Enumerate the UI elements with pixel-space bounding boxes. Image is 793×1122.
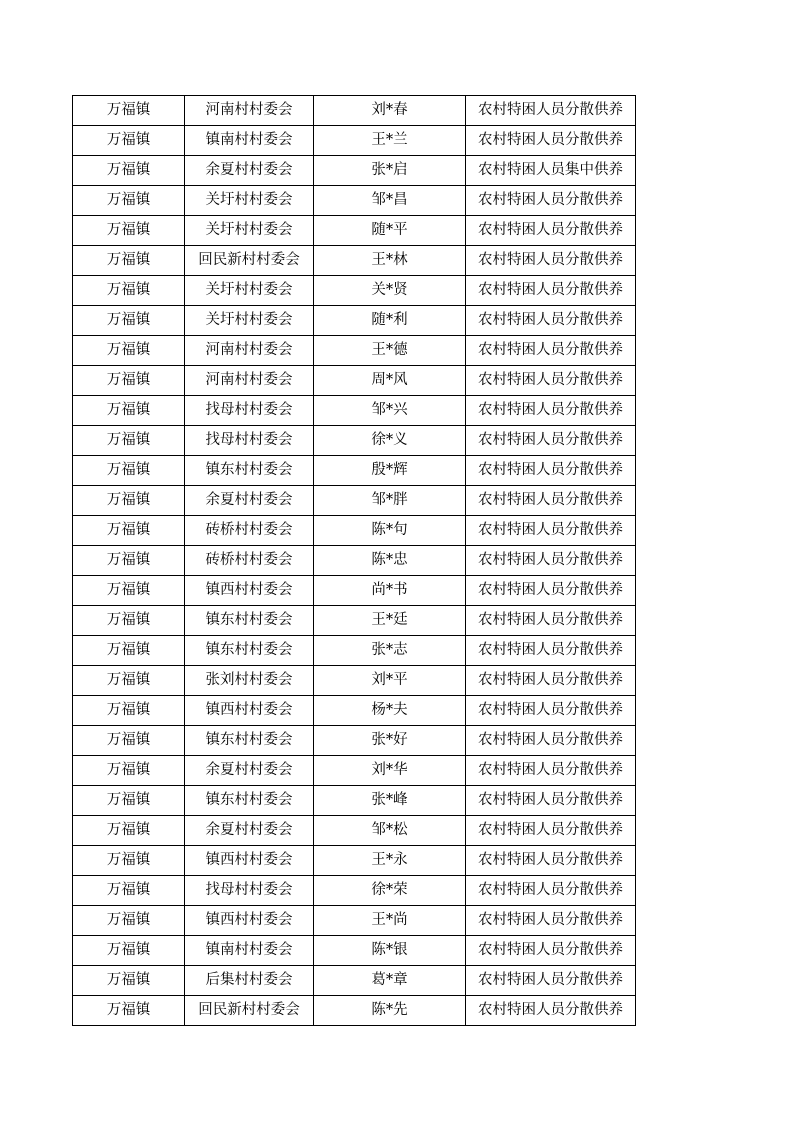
town-cell: 万福镇: [73, 726, 185, 756]
village-cell: 回民新村村委会: [185, 996, 314, 1026]
table-row: [73, 996, 636, 1026]
town-cell: 万福镇: [73, 636, 185, 666]
table-row: [73, 486, 636, 516]
table-row: [73, 846, 636, 876]
town-cell: 万福镇: [73, 516, 185, 546]
village-cell: 河南村村委会: [185, 336, 314, 366]
town-cell: 万福镇: [73, 966, 185, 996]
support-type-cell: 农村特困人员分散供养: [466, 546, 636, 576]
table-row: [73, 456, 636, 486]
name-cell: 刘*华: [314, 756, 466, 786]
village-cell: 河南村村委会: [185, 366, 314, 396]
town-cell: 万福镇: [73, 546, 185, 576]
name-cell: 徐*荣: [314, 876, 466, 906]
name-cell: 关*贤: [314, 276, 466, 306]
support-type-cell: 农村特困人员分散供养: [466, 726, 636, 756]
support-type-cell: 农村特困人员分散供养: [466, 816, 636, 846]
town-cell: 万福镇: [73, 156, 185, 186]
name-cell: 刘*平: [314, 666, 466, 696]
support-type-cell: 农村特困人员分散供养: [466, 126, 636, 156]
town-cell: 万福镇: [73, 606, 185, 636]
town-cell: 万福镇: [73, 786, 185, 816]
support-type-cell: 农村特困人员分散供养: [466, 396, 636, 426]
village-cell: 砖桥村村委会: [185, 516, 314, 546]
table-row: [73, 696, 636, 726]
support-type-cell: 农村特困人员分散供养: [466, 516, 636, 546]
town-cell: 万福镇: [73, 96, 185, 126]
town-cell: 万福镇: [73, 456, 185, 486]
support-type-cell: 农村特困人员分散供养: [466, 576, 636, 606]
name-cell: 陈*先: [314, 996, 466, 1026]
support-type-cell: 农村特困人员分散供养: [466, 906, 636, 936]
town-cell: 万福镇: [73, 426, 185, 456]
town-cell: 万福镇: [73, 756, 185, 786]
table-row: [73, 606, 636, 636]
village-cell: 镇东村村委会: [185, 456, 314, 486]
support-type-cell: 农村特困人员分散供养: [466, 306, 636, 336]
name-cell: 王*廷: [314, 606, 466, 636]
village-cell: 镇东村村委会: [185, 726, 314, 756]
name-cell: 陈*忠: [314, 546, 466, 576]
name-cell: 王*兰: [314, 126, 466, 156]
table-row: [73, 666, 636, 696]
support-type-cell: 农村特困人员分散供养: [466, 846, 636, 876]
table-row: [73, 246, 636, 276]
support-type-cell: 农村特困人员分散供养: [466, 456, 636, 486]
support-type-cell: 农村特困人员分散供养: [466, 966, 636, 996]
village-cell: 镇东村村委会: [185, 636, 314, 666]
village-cell: 镇西村村委会: [185, 696, 314, 726]
support-type-cell: 农村特困人员分散供养: [466, 636, 636, 666]
village-cell: 关圩村村委会: [185, 276, 314, 306]
table-row: [73, 516, 636, 546]
town-cell: 万福镇: [73, 216, 185, 246]
support-type-cell: 农村特困人员集中供养: [466, 156, 636, 186]
name-cell: 随*利: [314, 306, 466, 336]
name-cell: 王*永: [314, 846, 466, 876]
table-row: [73, 306, 636, 336]
table-row: [73, 816, 636, 846]
town-cell: 万福镇: [73, 576, 185, 606]
name-cell: 陈*句: [314, 516, 466, 546]
name-cell: 张*启: [314, 156, 466, 186]
support-roster-table: [72, 95, 636, 1026]
support-type-cell: 农村特困人员分散供养: [466, 486, 636, 516]
table-row: [73, 966, 636, 996]
table-row: [73, 96, 636, 126]
town-cell: 万福镇: [73, 846, 185, 876]
table-row: [73, 186, 636, 216]
table-row: [73, 906, 636, 936]
village-cell: 找母村村委会: [185, 396, 314, 426]
town-cell: 万福镇: [73, 246, 185, 276]
support-type-cell: 农村特困人员分散供养: [466, 366, 636, 396]
village-cell: 回民新村村委会: [185, 246, 314, 276]
name-cell: 尚*书: [314, 576, 466, 606]
village-cell: 找母村村委会: [185, 426, 314, 456]
town-cell: 万福镇: [73, 306, 185, 336]
roster-body: [73, 96, 636, 1026]
support-type-cell: 农村特困人员分散供养: [466, 936, 636, 966]
support-type-cell: 农村特困人员分散供养: [466, 216, 636, 246]
table-row: [73, 366, 636, 396]
table-row: [73, 336, 636, 366]
town-cell: 万福镇: [73, 996, 185, 1026]
name-cell: 邹*兴: [314, 396, 466, 426]
town-cell: 万福镇: [73, 876, 185, 906]
table-row: [73, 396, 636, 426]
table-row: [73, 546, 636, 576]
table-row: [73, 156, 636, 186]
village-cell: 镇西村村委会: [185, 846, 314, 876]
village-cell: 余夏村村委会: [185, 156, 314, 186]
name-cell: 周*风: [314, 366, 466, 396]
support-type-cell: 农村特困人员分散供养: [466, 426, 636, 456]
table-row: [73, 126, 636, 156]
support-type-cell: 农村特困人员分散供养: [466, 996, 636, 1026]
table-row: [73, 876, 636, 906]
support-type-cell: 农村特困人员分散供养: [466, 276, 636, 306]
name-cell: 随*平: [314, 216, 466, 246]
village-cell: 镇东村村委会: [185, 606, 314, 636]
support-type-cell: 农村特困人员分散供养: [466, 186, 636, 216]
table-row: [73, 276, 636, 306]
table-row: [73, 216, 636, 246]
support-type-cell: 农村特困人员分散供养: [466, 876, 636, 906]
name-cell: 王*林: [314, 246, 466, 276]
table-row: [73, 756, 636, 786]
town-cell: 万福镇: [73, 186, 185, 216]
village-cell: 镇南村村委会: [185, 126, 314, 156]
town-cell: 万福镇: [73, 396, 185, 426]
table-row: [73, 576, 636, 606]
name-cell: 张*峰: [314, 786, 466, 816]
village-cell: 镇西村村委会: [185, 576, 314, 606]
village-cell: 张刘村村委会: [185, 666, 314, 696]
village-cell: 余夏村村委会: [185, 486, 314, 516]
village-cell: 河南村村委会: [185, 96, 314, 126]
support-type-cell: 农村特困人员分散供养: [466, 666, 636, 696]
name-cell: 刘*春: [314, 96, 466, 126]
table-row: [73, 726, 636, 756]
village-cell: 关圩村村委会: [185, 306, 314, 336]
town-cell: 万福镇: [73, 906, 185, 936]
name-cell: 张*志: [314, 636, 466, 666]
name-cell: 杨*夫: [314, 696, 466, 726]
name-cell: 徐*义: [314, 426, 466, 456]
village-cell: 关圩村村委会: [185, 216, 314, 246]
village-cell: 余夏村村委会: [185, 756, 314, 786]
town-cell: 万福镇: [73, 276, 185, 306]
village-cell: 关圩村村委会: [185, 186, 314, 216]
town-cell: 万福镇: [73, 366, 185, 396]
table-row: [73, 636, 636, 666]
town-cell: 万福镇: [73, 696, 185, 726]
village-cell: 镇东村村委会: [185, 786, 314, 816]
village-cell: 找母村村委会: [185, 876, 314, 906]
support-type-cell: 农村特困人员分散供养: [466, 96, 636, 126]
village-cell: 砖桥村村委会: [185, 546, 314, 576]
town-cell: 万福镇: [73, 936, 185, 966]
town-cell: 万福镇: [73, 666, 185, 696]
name-cell: 殷*辉: [314, 456, 466, 486]
support-type-cell: 农村特困人员分散供养: [466, 696, 636, 726]
name-cell: 陈*银: [314, 936, 466, 966]
town-cell: 万福镇: [73, 486, 185, 516]
support-type-cell: 农村特困人员分散供养: [466, 246, 636, 276]
table-row: [73, 426, 636, 456]
support-type-cell: 农村特困人员分散供养: [466, 606, 636, 636]
village-cell: 镇西村村委会: [185, 906, 314, 936]
table-row: [73, 936, 636, 966]
name-cell: 邹*昌: [314, 186, 466, 216]
name-cell: 王*尚: [314, 906, 466, 936]
name-cell: 张*好: [314, 726, 466, 756]
name-cell: 邹*松: [314, 816, 466, 846]
town-cell: 万福镇: [73, 336, 185, 366]
village-cell: 后集村村委会: [185, 966, 314, 996]
town-cell: 万福镇: [73, 816, 185, 846]
town-cell: 万福镇: [73, 126, 185, 156]
village-cell: 余夏村村委会: [185, 816, 314, 846]
village-cell: 镇南村村委会: [185, 936, 314, 966]
table-row: [73, 786, 636, 816]
name-cell: 王*德: [314, 336, 466, 366]
name-cell: 邹*胖: [314, 486, 466, 516]
support-type-cell: 农村特困人员分散供养: [466, 336, 636, 366]
name-cell: 葛*章: [314, 966, 466, 996]
support-type-cell: 农村特困人员分散供养: [466, 756, 636, 786]
support-type-cell: 农村特困人员分散供养: [466, 786, 636, 816]
